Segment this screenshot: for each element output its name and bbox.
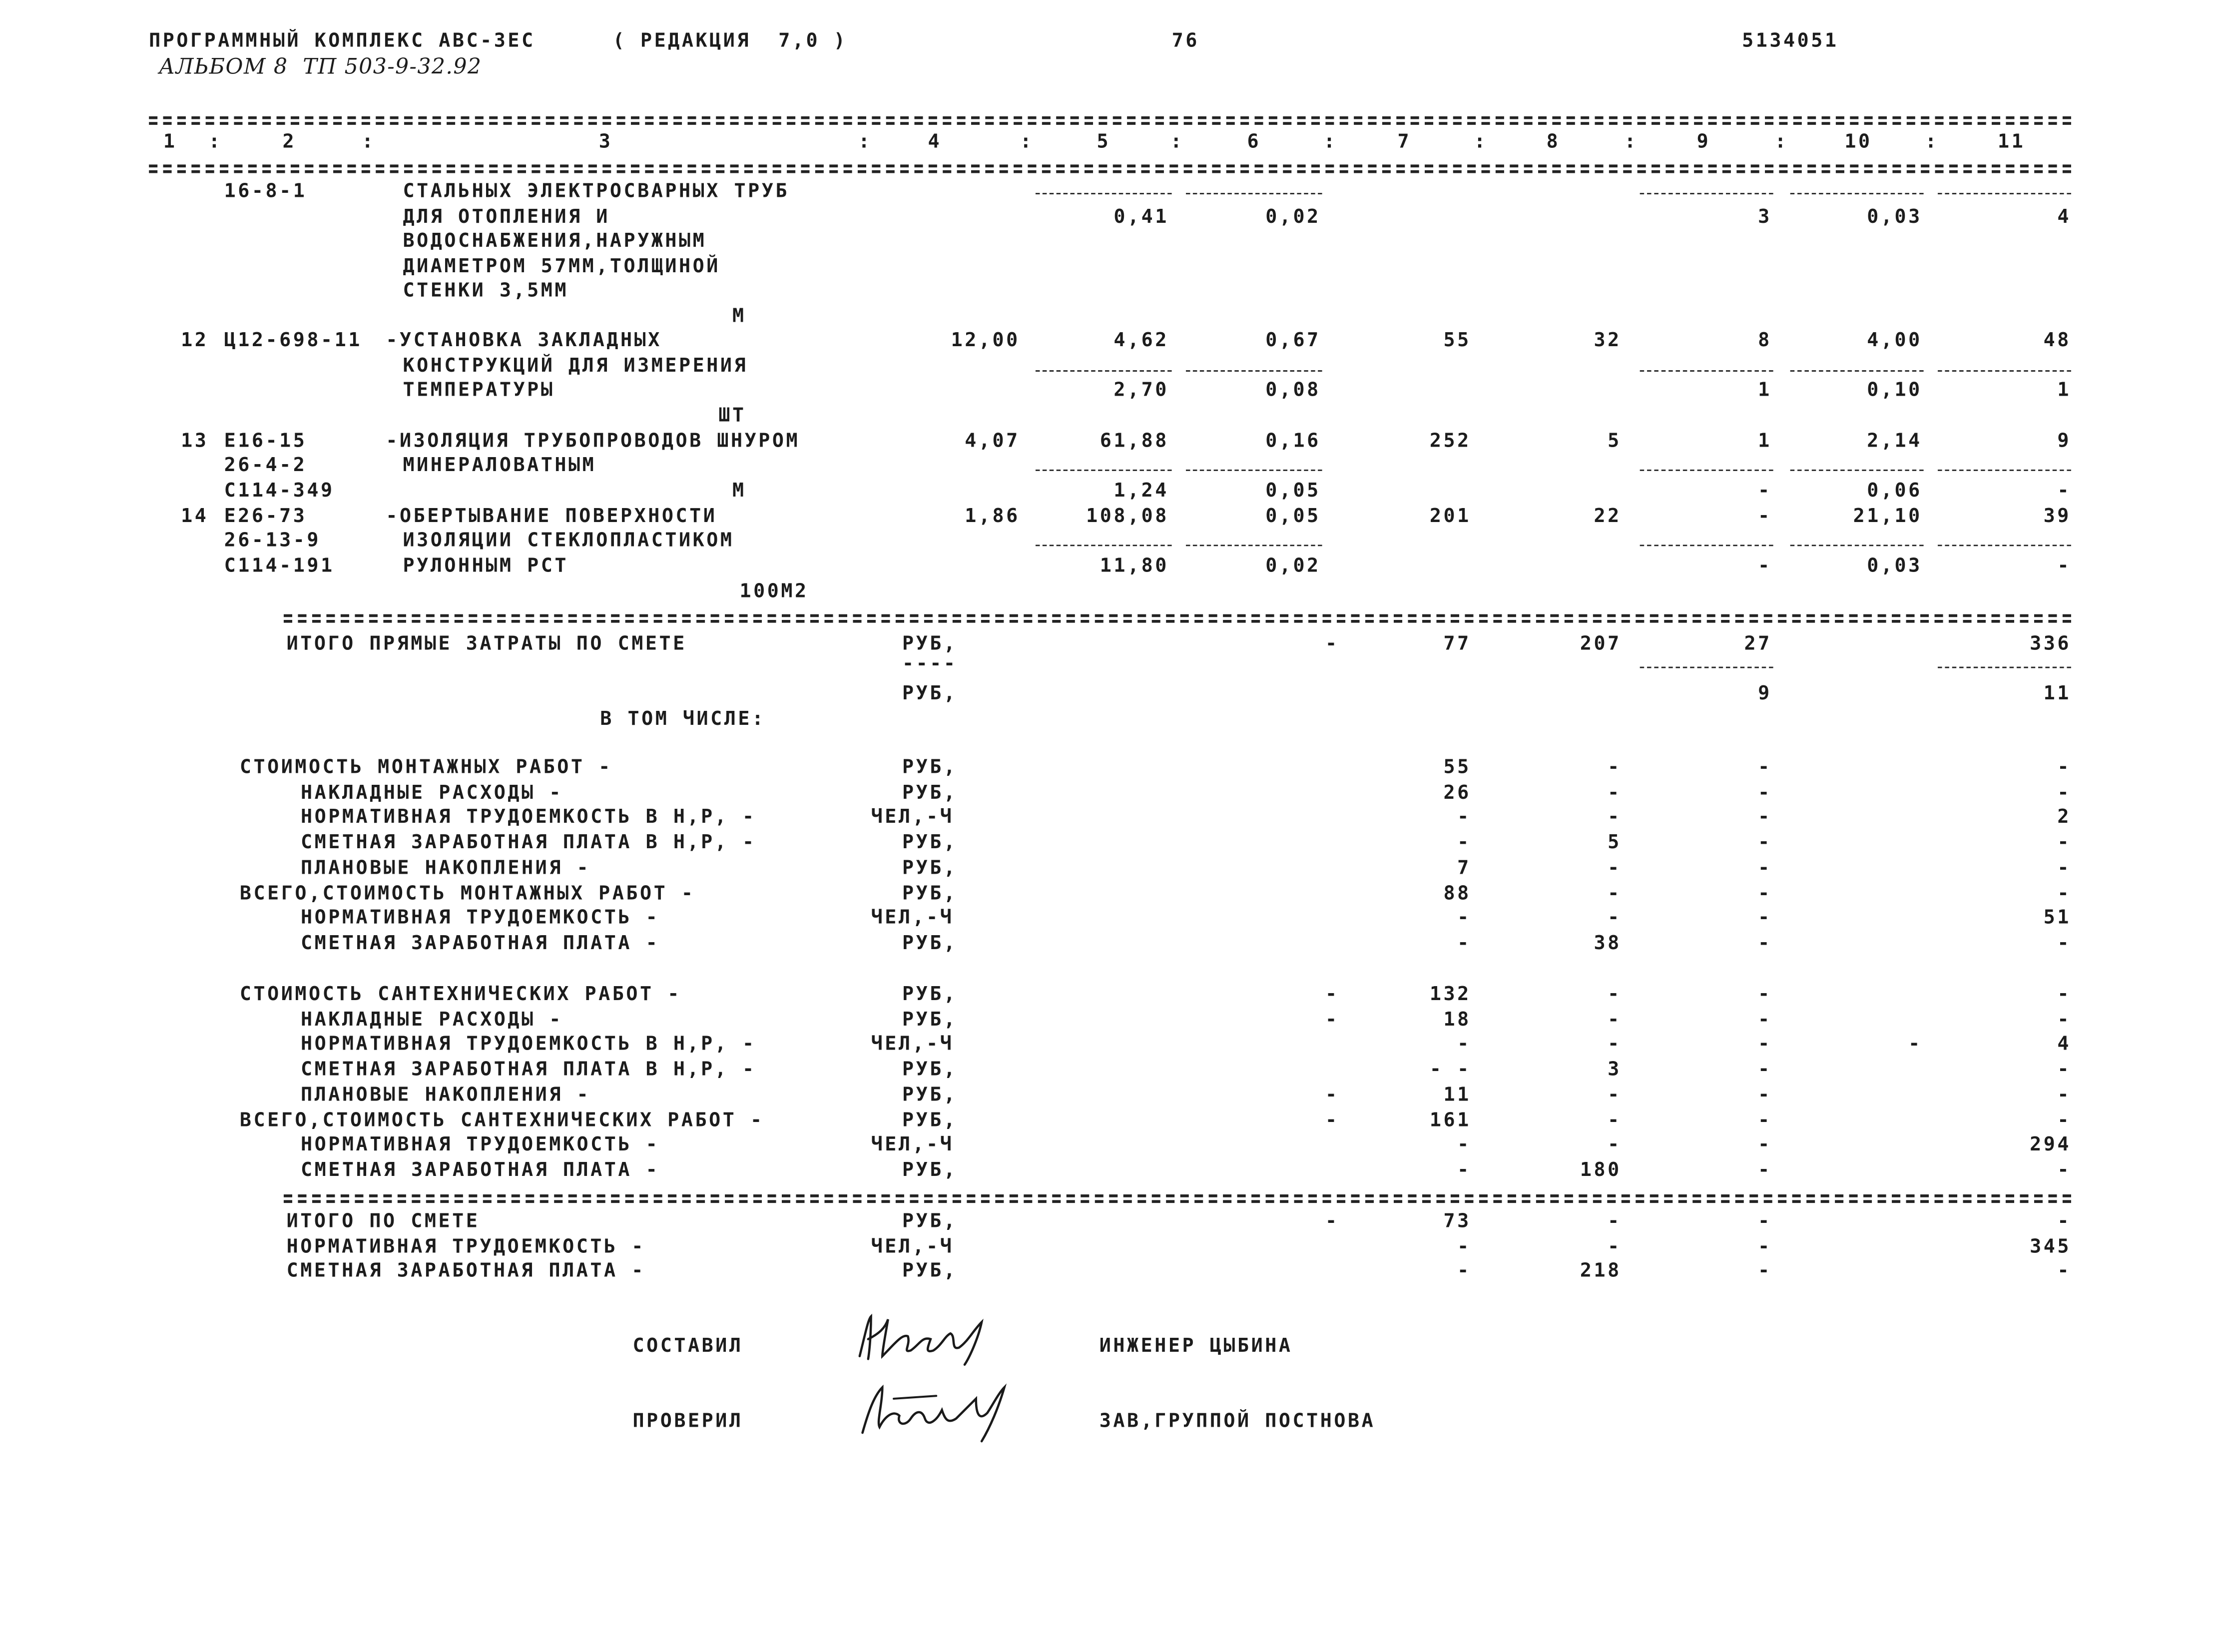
summary-col-7: - <box>1457 907 1471 930</box>
column-subtotal-rule <box>1186 545 1322 546</box>
summary-col-7: - <box>1457 1235 1471 1258</box>
column-subtotal-rule <box>1640 470 1773 471</box>
item-unit: М <box>732 305 746 328</box>
summary-col-9: - <box>1758 756 1772 779</box>
cell-col-6: 0,08 <box>1265 379 1321 402</box>
direct-costs-col7: 77 <box>1443 632 1471 655</box>
column-separator: : <box>1020 130 1034 153</box>
summary-col-7: 161 <box>1429 1108 1471 1131</box>
summary-col-8: - <box>1608 1083 1622 1106</box>
item-code: С114-191 <box>224 554 335 577</box>
summary-label: СМЕТНАЯ ЗАРАБОТНАЯ ПЛАТА В Н,Р, - <box>301 1058 756 1082</box>
summary-unit: РУБ, <box>902 831 958 854</box>
column-header-7: 7 <box>1397 130 1412 153</box>
summary-unit: РУБ, <box>902 1260 958 1283</box>
summary-col6: - <box>1325 1083 1339 1106</box>
summary-unit: РУБ, <box>902 1008 958 1031</box>
summary-col-8: - <box>1608 806 1622 829</box>
item-description: РУЛОННЫМ РСТ <box>403 554 568 577</box>
cell-col-11: 9 <box>2057 430 2071 453</box>
column-subtotal-rule <box>1186 470 1322 471</box>
item-code: С114-349 <box>224 479 335 503</box>
cell-col-6: 0,02 <box>1265 205 1321 229</box>
summary-col-8: - <box>1608 756 1622 779</box>
column-subtotal-rule <box>1186 193 1322 194</box>
summary-unit: ЧЕЛ,-Ч <box>871 1235 954 1258</box>
rule-totals-top-2 <box>284 620 2071 623</box>
summary-col-9: - <box>1758 1008 1772 1031</box>
summary-label: НАКЛАДНЫЕ РАСХОДЫ - <box>301 1008 563 1031</box>
checker-signature <box>851 1379 1022 1444</box>
cell-col-5: 2,70 <box>1113 379 1169 402</box>
program-title: ПРОГРАММНЫЙ КОМПЛЕКС АВС-3ЕС <box>149 29 536 53</box>
summary-col-7: 132 <box>1429 983 1471 1006</box>
summary-col-11: - <box>2057 1008 2071 1031</box>
checked-by: ЗАВ,ГРУППОЙ ПОСТНОВА <box>1099 1410 1376 1433</box>
cell-col-11: 1 <box>2057 379 2071 402</box>
summary-col-11: - <box>2057 932 2071 955</box>
item-code: Е16-15 <box>224 430 307 453</box>
summary-label: ВСЕГО,СТОИМОСТЬ САНТЕХНИЧЕСКИХ РАБОТ - <box>239 1108 764 1131</box>
column-separator: : <box>1925 130 1939 153</box>
direct-costs-col8: 207 <box>1580 632 1622 655</box>
summary-label: НОРМАТИВНАЯ ТРУДОЕМКОСТЬ В Н,Р, - <box>301 806 756 829</box>
cell-col-11: 4 <box>2057 205 2071 229</box>
summary-col-9: - <box>1758 1058 1772 1082</box>
item-number: 13 <box>181 430 209 453</box>
cell-col-10: 0,03 <box>1867 205 1922 229</box>
column-subtotal-rule <box>1790 370 1924 372</box>
summary-col-8: - <box>1608 1235 1622 1258</box>
column-separator: : <box>208 130 223 153</box>
direct-costs-col11: 336 <box>2030 632 2071 655</box>
album-reference: АЛЬБОМ 8 ТП 503-9-32.92 <box>159 53 482 80</box>
summary-unit: РУБ, <box>902 781 958 804</box>
summary-label: ВСЕГО,СТОИМОСТЬ МОНТАЖНЫХ РАБОТ - <box>239 881 695 905</box>
column-header-4: 4 <box>928 130 942 153</box>
summary-col-11: - <box>2057 1108 2071 1131</box>
cell-col-7: 201 <box>1429 505 1471 528</box>
cell-col-4: 12,00 <box>951 329 1020 352</box>
summary-unit: РУБ, <box>902 881 958 905</box>
item-description: ДЛЯ ОТОПЛЕНИЯ И <box>403 205 610 229</box>
column-subtotal-rule <box>1186 370 1322 372</box>
rule-final-top <box>284 1194 2071 1197</box>
summary-col-11: 294 <box>2030 1133 2071 1156</box>
summary-col-8: - <box>1608 781 1622 804</box>
compiled-by: ИНЖЕНЕР ЦЫБИНА <box>1099 1335 1293 1358</box>
column-subtotal-rule <box>1938 545 2071 546</box>
column-subtotal-rule <box>1640 370 1773 372</box>
cell-col-6: 0,05 <box>1265 479 1321 503</box>
cell-col-10: 0,06 <box>1867 479 1922 503</box>
summary-col-9: - <box>1758 907 1772 930</box>
direct-costs-col6: - <box>1325 632 1339 655</box>
summary-label: СМЕТНАЯ ЗАРАБОТНАЯ ПЛАТА - <box>286 1260 645 1283</box>
summary-col-9: - <box>1758 932 1772 955</box>
cell-col-8: 5 <box>1608 430 1622 453</box>
column-header-10: 10 <box>1844 130 1872 153</box>
document-number: 5134051 <box>1742 29 1839 53</box>
cell-col-11: - <box>2057 554 2071 577</box>
column-subtotal-rule <box>1036 470 1172 471</box>
summary-label: СМЕТНАЯ ЗАРАБОТНАЯ ПЛАТА - <box>301 932 660 955</box>
column-subtotal-rule <box>1790 470 1924 471</box>
summary-col-9: - <box>1758 881 1772 905</box>
item-description: -ИЗОЛЯЦИЯ ТРУБОПРОВОДОВ ШНУРОМ <box>386 430 800 453</box>
cell-col-10: 4,00 <box>1867 329 1922 352</box>
direct-costs-col9-2: 9 <box>1758 682 1772 705</box>
item-description: ВОДОСНАБЖЕНИЯ,НАРУЖНЫМ <box>403 230 707 253</box>
column-separator: : <box>1323 130 1338 153</box>
summary-label: НОРМАТИВНАЯ ТРУДОЕМКОСТЬ - <box>301 1133 660 1156</box>
summary-col-9: - <box>1758 983 1772 1006</box>
summary-unit: РУБ, <box>902 756 958 779</box>
cell-col-11: 39 <box>2043 505 2071 528</box>
item-number: 12 <box>181 329 209 352</box>
summary-col-11: 2 <box>2057 806 2071 829</box>
column-subtotal-rule <box>1938 193 2071 194</box>
cell-col-5: 1,24 <box>1113 479 1169 503</box>
summary-unit: ЧЕЛ,-Ч <box>871 806 954 829</box>
compiler-signature <box>851 1308 1007 1367</box>
summary-col-11: - <box>2057 756 2071 779</box>
column-subtotal-rule <box>1790 545 1924 546</box>
summary-col-11: - <box>2057 856 2071 880</box>
item-description: СТАЛЬНЫХ ЭЛЕКТРОСВАРНЫХ ТРУБ <box>403 180 789 203</box>
column-separator: : <box>1774 130 1789 153</box>
summary-unit: РУБ, <box>902 1108 958 1131</box>
summary-label: НОРМАТИВНАЯ ТРУДОЕМКОСТЬ - <box>286 1235 645 1258</box>
item-code: 26-4-2 <box>224 454 307 477</box>
cell-col-9: - <box>1758 505 1772 528</box>
summary-col-11: - <box>2057 1058 2071 1082</box>
column-header-2: 2 <box>282 130 297 153</box>
cell-col-9: 1 <box>1758 379 1772 402</box>
cell-col-11: - <box>2057 479 2071 503</box>
summary-col-9: - <box>1758 856 1772 880</box>
summary-label: СТОИМОСТЬ МОНТАЖНЫХ РАБОТ - <box>239 756 612 779</box>
item-description: -ОБЕРТЫВАНИЕ ПОВЕРХНОСТИ <box>386 505 717 528</box>
summary-col-9: - <box>1758 1235 1772 1258</box>
direct-costs-rule: ---- <box>902 652 958 675</box>
column-separator: : <box>858 130 872 153</box>
direct-costs-label: ИТОГО ПРЯМЫЕ ЗАТРАТЫ ПО СМЕТЕ <box>286 632 687 655</box>
column-subtotal-rule <box>1938 370 2071 372</box>
summary-col-8: - <box>1608 881 1622 905</box>
summary-col-8: - <box>1608 1210 1622 1233</box>
summary-col-10: - <box>1908 1033 1922 1056</box>
summary-label: НОРМАТИВНАЯ ТРУДОЕМКОСТЬ В Н,Р, - <box>301 1033 756 1056</box>
column-separator: : <box>1474 130 1488 153</box>
cell-col-4: 4,07 <box>965 430 1020 453</box>
cell-col-5: 61,88 <box>1100 430 1169 453</box>
summary-col-8: 180 <box>1580 1158 1622 1182</box>
summary-col-9: - <box>1758 806 1772 829</box>
summary-label: СМЕТНАЯ ЗАРАБОТНАЯ ПЛАТА В Н,Р, - <box>301 831 756 854</box>
cell-col-8: 22 <box>1594 505 1622 528</box>
summary-col-7: 73 <box>1443 1210 1471 1233</box>
summary-unit: ЧЕЛ,-Ч <box>871 1133 954 1156</box>
summary-col-9: - <box>1758 1210 1772 1233</box>
direct-costs-unit-2: РУБ, <box>902 682 958 705</box>
column-subtotal-rule <box>1036 370 1172 372</box>
summary-col-8: 38 <box>1594 932 1622 955</box>
summary-col-8: 5 <box>1608 831 1622 854</box>
rule-header-bottom-2 <box>149 170 2071 173</box>
rule-final-top-2 <box>284 1200 2071 1203</box>
summary-col6: - <box>1325 1108 1339 1131</box>
cell-col-9: 8 <box>1758 329 1772 352</box>
column-separator: : <box>362 130 376 153</box>
summary-col-7: - <box>1457 1158 1471 1182</box>
rule-top <box>149 116 2071 119</box>
summary-col-7: - <box>1457 831 1471 854</box>
summary-col-8: - <box>1608 856 1622 880</box>
item-unit: ШТ <box>718 404 746 427</box>
summary-col-7: 26 <box>1443 781 1471 804</box>
column-header-5: 5 <box>1097 130 1111 153</box>
summary-col6: - <box>1325 1008 1339 1031</box>
column-header-3: 3 <box>598 130 613 153</box>
summary-label: НАКЛАДНЫЕ РАСХОДЫ - <box>301 781 563 804</box>
summary-label: НОРМАТИВНАЯ ТРУДОЕМКОСТЬ - <box>301 907 660 930</box>
summary-col-9: - <box>1758 1133 1772 1156</box>
column-subtotal-rule <box>1938 470 2071 471</box>
rule-header-bottom <box>149 164 2071 167</box>
summary-col-8: - <box>1608 1133 1622 1156</box>
item-code: Е26-73 <box>224 505 307 528</box>
summary-label: ИТОГО ПО СМЕТЕ <box>286 1210 480 1233</box>
item-unit: 100М2 <box>739 580 809 603</box>
cell-col-9: - <box>1758 554 1772 577</box>
summary-col-9: - <box>1758 1260 1772 1283</box>
summary-col-11: - <box>2057 1210 2071 1233</box>
cell-col-5: 4,62 <box>1113 329 1169 352</box>
summary-label: СТОИМОСТЬ САНТЕХНИЧЕСКИХ РАБОТ - <box>239 983 681 1006</box>
summary-col-8: - <box>1608 907 1622 930</box>
summary-col-7: 7 <box>1457 856 1471 880</box>
column-subtotal-rule <box>1790 193 1924 194</box>
summary-col-7: - - <box>1429 1058 1471 1082</box>
item-description: ТЕМПЕРАТУРЫ <box>403 379 555 402</box>
summary-label: СМЕТНАЯ ЗАРАБОТНАЯ ПЛАТА - <box>301 1158 660 1182</box>
cell-col-7: 55 <box>1443 329 1471 352</box>
cell-col-5: 108,08 <box>1086 505 1169 528</box>
column-subtotal-rule <box>1938 667 2071 668</box>
summary-unit: РУБ, <box>902 856 958 880</box>
summary-col-7: 11 <box>1443 1083 1471 1106</box>
summary-col6: - <box>1325 983 1339 1006</box>
item-description: ДИАМЕТРОМ 57ММ,ТОЛЩИНОЙ <box>403 255 720 278</box>
summary-col-7: - <box>1457 1133 1471 1156</box>
column-subtotal-rule <box>1036 193 1172 194</box>
cell-col-4: 1,86 <box>965 505 1020 528</box>
summary-col-7: 88 <box>1443 881 1471 905</box>
summary-unit: РУБ, <box>902 1210 958 1233</box>
cell-col-6: 0,05 <box>1265 505 1321 528</box>
summary-label: ПЛАНОВЫЕ НАКОПЛЕНИЯ - <box>301 856 591 880</box>
cell-col-6: 0,67 <box>1265 329 1321 352</box>
including-label: В ТОМ ЧИСЛЕ: <box>600 708 766 731</box>
summary-col-11: - <box>2057 983 2071 1006</box>
summary-col-8: 3 <box>1608 1058 1622 1082</box>
summary-unit: ЧЕЛ,-Ч <box>871 907 954 930</box>
summary-col-11: - <box>2057 881 2071 905</box>
cell-col-7: 252 <box>1429 430 1471 453</box>
compiled-label: СОСТАВИЛ <box>632 1335 743 1358</box>
item-description: МИНЕРАЛОВАТНЫМ <box>403 454 596 477</box>
summary-col6: - <box>1325 1210 1339 1233</box>
summary-col-11: - <box>2057 781 2071 804</box>
summary-col-11: 4 <box>2057 1033 2071 1056</box>
summary-col-11: - <box>2057 831 2071 854</box>
cell-col-10: 0,10 <box>1867 379 1922 402</box>
cell-col-10: 21,10 <box>1853 505 1922 528</box>
summary-col-11: 51 <box>2043 907 2071 930</box>
rule-totals-top <box>284 614 2071 617</box>
direct-costs-col9: 27 <box>1744 632 1772 655</box>
column-subtotal-rule <box>1640 545 1773 546</box>
page-number: 76 <box>1171 29 1199 53</box>
summary-col-8: - <box>1608 983 1622 1006</box>
cell-col-6: 0,02 <box>1265 554 1321 577</box>
summary-col-9: - <box>1758 1108 1772 1131</box>
summary-col-9: - <box>1758 1158 1772 1182</box>
column-header-1: 1 <box>163 130 177 153</box>
cell-col-6: 0,16 <box>1265 430 1321 453</box>
summary-col-11: - <box>2057 1083 2071 1106</box>
summary-col-8: 218 <box>1580 1260 1622 1283</box>
item-number: 14 <box>181 505 209 528</box>
column-subtotal-rule <box>1640 193 1773 194</box>
item-unit: М <box>732 479 746 503</box>
summary-unit: РУБ, <box>902 983 958 1006</box>
item-description: ИЗОЛЯЦИИ СТЕКЛОПЛАСТИКОМ <box>403 529 734 552</box>
column-header-6: 6 <box>1247 130 1261 153</box>
cell-col-9: - <box>1758 479 1772 503</box>
summary-col-7: - <box>1457 1260 1471 1283</box>
summary-col-9: - <box>1758 831 1772 854</box>
item-description: СТЕНКИ 3,5ММ <box>403 279 568 302</box>
column-header-11: 11 <box>1998 130 2026 153</box>
cell-col-11: 48 <box>2043 329 2071 352</box>
checked-label: ПРОВЕРИЛ <box>632 1410 743 1433</box>
column-subtotal-rule <box>1640 667 1773 668</box>
summary-col-9: - <box>1758 1033 1772 1056</box>
item-description: КОНСТРУКЦИЙ ДЛЯ ИЗМЕРЕНИЯ <box>403 354 748 378</box>
cell-col-5: 0,41 <box>1113 205 1169 229</box>
rule-top-2 <box>149 122 2071 125</box>
summary-label: ПЛАНОВЫЕ НАКОПЛЕНИЯ - <box>301 1083 591 1106</box>
summary-col-7: - <box>1457 806 1471 829</box>
item-code: Ц12-698-11 <box>224 329 362 352</box>
cell-col-9: 1 <box>1758 430 1772 453</box>
summary-col-7: 18 <box>1443 1008 1471 1031</box>
summary-col-9: - <box>1758 781 1772 804</box>
cell-col-9: 3 <box>1758 205 1772 229</box>
summary-unit: РУБ, <box>902 1158 958 1182</box>
summary-col-11: - <box>2057 1158 2071 1182</box>
item-code: 16-8-1 <box>224 180 307 203</box>
edition-label: ( РЕДАКЦИЯ 7,0 ) <box>612 29 848 53</box>
summary-col-8: - <box>1608 1108 1622 1131</box>
column-separator: : <box>1170 130 1184 153</box>
column-separator: : <box>1624 130 1639 153</box>
summary-col-11: 345 <box>2030 1235 2071 1258</box>
cell-col-5: 11,80 <box>1100 554 1169 577</box>
summary-col-7: - <box>1457 1033 1471 1056</box>
summary-col-11: - <box>2057 1260 2071 1283</box>
direct-costs-col11-2: 11 <box>2043 682 2071 705</box>
cell-col-10: 0,03 <box>1867 554 1922 577</box>
cell-col-10: 2,14 <box>1867 430 1922 453</box>
summary-unit: РУБ, <box>902 932 958 955</box>
cell-col-8: 32 <box>1594 329 1622 352</box>
summary-col-7: 55 <box>1443 756 1471 779</box>
summary-col-9: - <box>1758 1083 1772 1106</box>
summary-col-7: - <box>1457 932 1471 955</box>
summary-col-8: - <box>1608 1008 1622 1031</box>
summary-unit: РУБ, <box>902 1058 958 1082</box>
item-code: 26-13-9 <box>224 529 321 552</box>
summary-unit: РУБ, <box>902 1083 958 1106</box>
item-description: -УСТАНОВКА ЗАКЛАДНЫХ <box>386 329 662 352</box>
column-header-8: 8 <box>1546 130 1561 153</box>
direct-costs-unit: РУБ, <box>902 632 958 655</box>
summary-unit: ЧЕЛ,-Ч <box>871 1033 954 1056</box>
column-subtotal-rule <box>1036 545 1172 546</box>
column-header-9: 9 <box>1696 130 1711 153</box>
summary-col-8: - <box>1608 1033 1622 1056</box>
